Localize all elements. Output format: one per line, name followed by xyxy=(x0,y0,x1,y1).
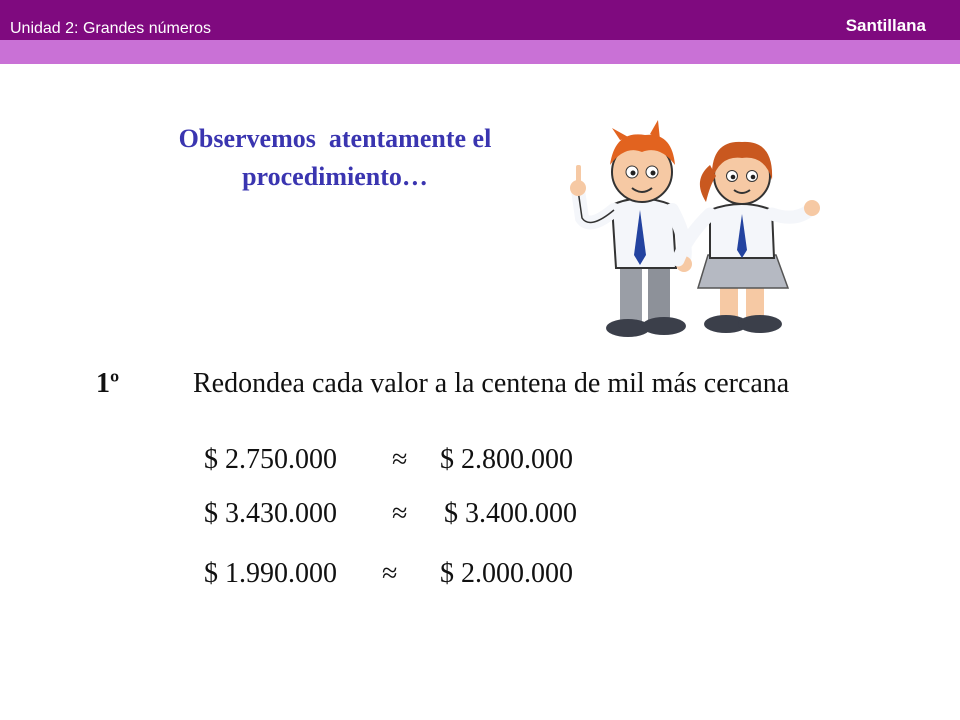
rounded-value: $ 2.000.000 xyxy=(440,558,573,589)
heading-line-2: procedimiento… xyxy=(242,162,428,191)
boy-figure xyxy=(570,120,692,337)
approx-symbol: ≈ xyxy=(382,558,398,589)
girl-figure xyxy=(678,142,820,333)
original-value: $ 2.750.000 xyxy=(204,444,337,475)
slide-heading xyxy=(120,120,550,196)
heading-line-1: Observemos atentamente el xyxy=(178,124,492,153)
brand-name: Santillana xyxy=(845,16,926,35)
rounded-value: $ 2.800.000 xyxy=(440,444,573,475)
approx-symbol: ≈ xyxy=(392,498,408,529)
unit-title: Unidad 2: Grandes números xyxy=(10,20,211,37)
kids-pointing-illustration xyxy=(560,110,830,345)
approx-symbol: ≈ xyxy=(392,444,408,475)
original-value: $ 1.990.000 xyxy=(204,558,337,589)
step-instruction: Redondea cada valor a la centena de mil más cercana xyxy=(193,368,790,399)
original-value: $ 3.430.000 xyxy=(204,498,337,529)
header-subbar xyxy=(0,40,960,64)
step-number: 1º xyxy=(96,368,120,399)
rounded-value: $ 3.400.000 xyxy=(444,498,577,529)
